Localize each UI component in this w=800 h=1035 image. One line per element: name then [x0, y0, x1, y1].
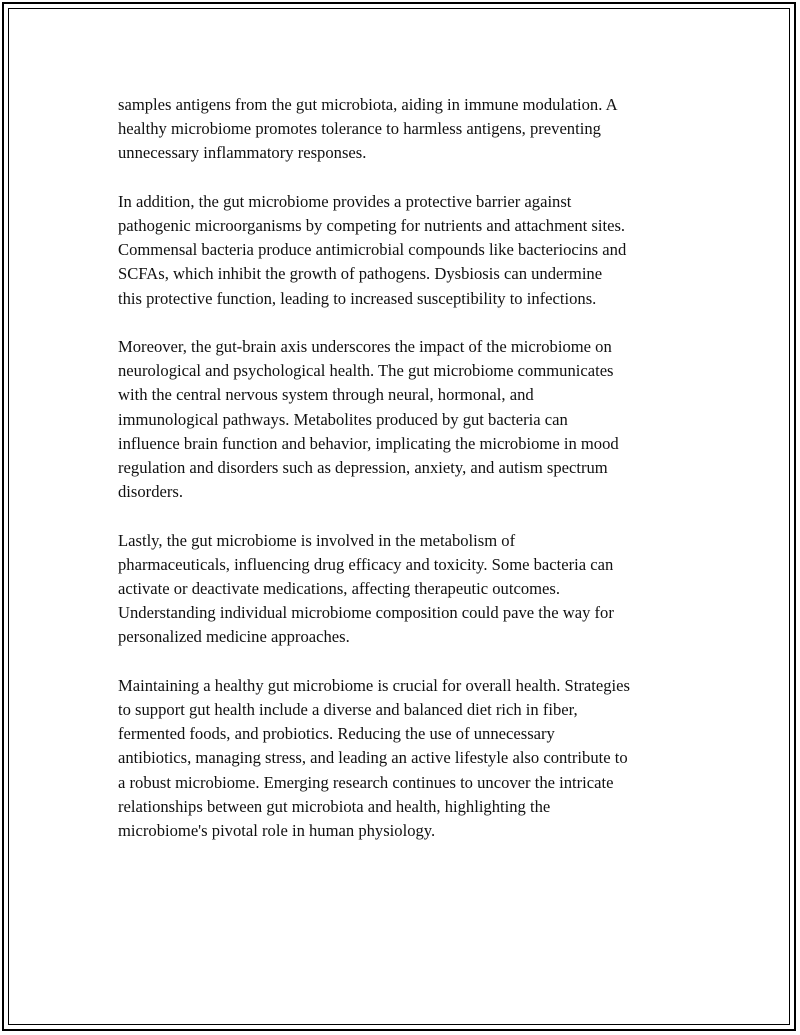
document-body: [118, 93, 693, 867]
paragraph-maintaining-health: [118, 674, 693, 843]
text-line: In addition, the gut microbiome provides a protective barrier against: [118, 191, 572, 211]
text-line: Maintaining a healthy gut microbiome is crucial for overall health. Strategies: [118, 675, 630, 695]
text-line: relationships between gut microbiota and health, highlighting the: [118, 796, 551, 816]
text-line: Commensal bacteria produce antimicrobial compounds like bacteriocins and: [118, 240, 627, 260]
text-line: this protective function, leading to increased susceptibility to infections.: [118, 288, 597, 308]
text-line: neurological and psychological health. The gut microbiome communicates: [118, 361, 614, 381]
text-line: unnecessary inflammatory responses.: [118, 143, 367, 163]
text-line: to support gut health include a diverse and balanced diet rich in fiber,: [118, 700, 578, 720]
text-line: disorders.: [118, 482, 183, 502]
paragraph-drug-metabolism: [118, 529, 693, 650]
text-line: regulation and disorders such as depression, anxiety, and autism spectrum: [118, 458, 608, 478]
paragraph-immune-modulation: [118, 93, 693, 166]
text-line: healthy microbiome promotes tolerance to harmless antigens, preventing: [118, 119, 601, 139]
text-line: pathogenic microorganisms by competing for nutrients and attachment sites.: [118, 216, 626, 235]
text-line: personalized medicine approaches.: [118, 627, 350, 647]
text-line: samples antigens from the gut microbiota, aiding in immune modulation. A: [118, 95, 618, 114]
text-line: activate or deactivate medications, affecting therapeutic outcomes.: [118, 579, 560, 599]
text-line: immunological pathways. Metabolites produced by gut bacteria can: [118, 409, 568, 429]
text-line: microbiome's pivotal role in human physiology.: [118, 821, 436, 841]
paragraph-protective-barrier: [118, 190, 693, 311]
text-line: fermented foods, and probiotics. Reducing the use of unnecessary: [118, 724, 555, 744]
text-line: antibiotics, managing stress, and leading an active lifestyle also contribute to: [118, 748, 628, 768]
text-line: with the central nervous system through neural, hormonal, and: [118, 385, 534, 405]
text-line: Understanding individual microbiome composition could pave the way for: [118, 603, 614, 623]
text-line: Lastly, the gut microbiome is involved in the metabolism of: [118, 530, 516, 550]
text-line: pharmaceuticals, influencing drug efficacy and toxicity. Some bacteria can: [118, 554, 614, 574]
text-line: Moreover, the gut-brain axis underscores the impact of the microbiome on: [118, 337, 612, 356]
text-line: influence brain function and behavior, implicating the microbiome in mood: [118, 433, 619, 453]
paragraph-gut-brain-axis: [118, 335, 693, 504]
text-line: a robust microbiome. Emerging research continues to uncover the intricate: [118, 772, 614, 792]
text-line: SCFAs, which inhibit the growth of pathogens. Dysbiosis can undermine: [118, 264, 603, 284]
